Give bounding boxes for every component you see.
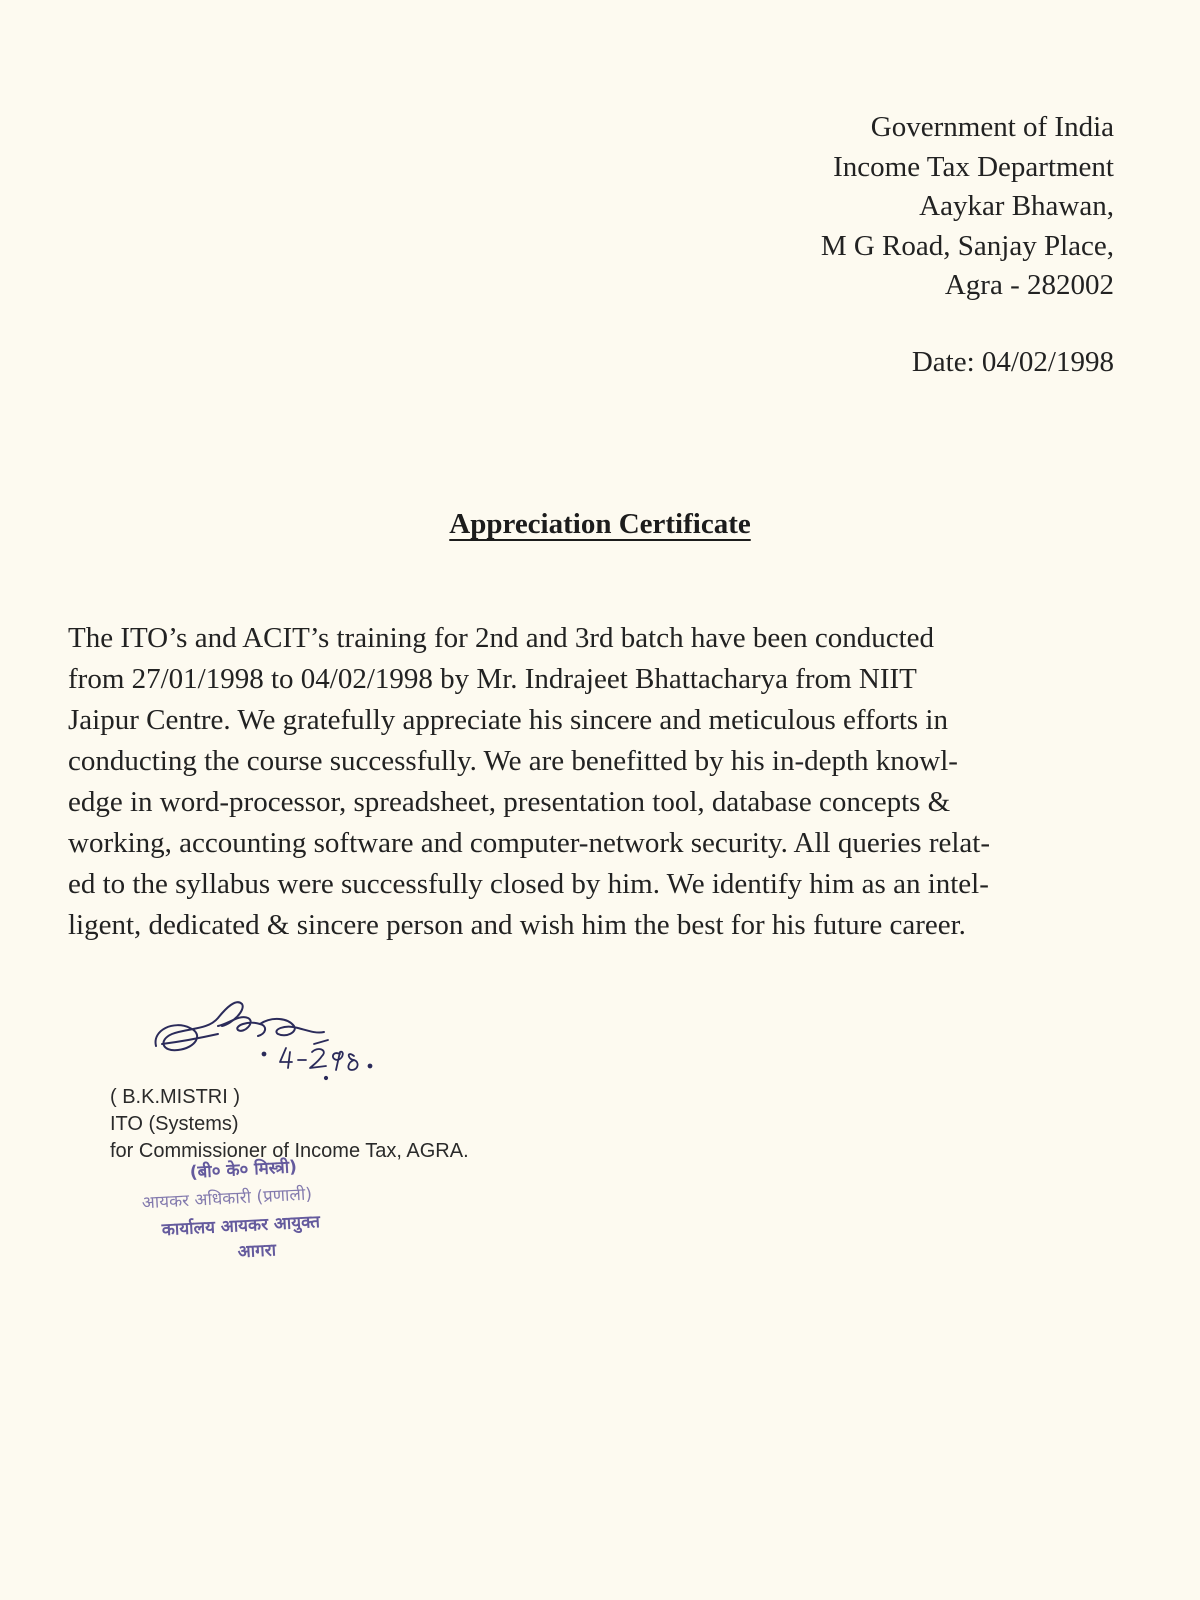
signature-dot [325,1077,327,1079]
stamp-line: आयकर अधिकारी (प्रणाली) [141,1184,313,1214]
body-line: working, accounting software and computer-network security. All queries relat- [68,827,991,859]
handwritten-date-stroke [280,1048,292,1068]
body-line: edge in word-processor, spreadsheet, presentation tool, database concepts & [68,786,951,818]
body-line: The ITO’s and ACIT’s training for 2nd and 3rd batch have been conducted [68,622,934,654]
stamp-line: (बी० के० मिस्त्री) [189,1157,298,1183]
handwritten-date-dot [369,1065,372,1068]
address-line-street: M G Road, Sanjay Place, [820,229,1114,262]
body-line: conducting the course successfully. We are benefitted by his in-depth knowl- [68,745,958,777]
handwritten-date-stroke [333,1052,343,1070]
body-line: ligent, dedicated & sincere person and wish him the best for his future career. [68,909,966,941]
signatory-designation: ITO (Systems) [110,1113,239,1135]
handwritten-date-stroke [314,1040,328,1044]
body-line: ed to the syllabus were successfully closed by him. We identify him as an intel- [68,868,989,900]
stamp-line: कार्यालय आयकर आयुक्त [161,1212,321,1241]
signature-dot [263,1053,266,1056]
signature-stroke [260,1019,324,1035]
address-line-department: Income Tax Department [833,150,1114,183]
stamp-line: आगरा [237,1240,277,1263]
official-rubber-stamp [134,1150,394,1270]
handwritten-date-stroke [310,1049,326,1068]
body-line: from 27/01/1998 to 04/02/1998 by Mr. Indrajeet Bhattacharya from NIIT [68,663,917,695]
certificate-title: Appreciation Certificate [449,508,751,540]
address-line-government: Government of India [870,111,1114,143]
sender-address [821,108,1114,306]
address-line-building: Aaykar Bhawan, [919,190,1114,222]
letter-date: Date: 04/02/1998 [911,346,1114,378]
handwritten-date-stroke [348,1054,357,1070]
signature-stroke [218,1017,265,1036]
handwritten-signature [148,994,408,1094]
body-line: Jaipur Centre. We gratefully appreciate his sincere and meticulous efforts in [68,704,948,736]
certificate-title-wrap [0,508,1200,541]
address-line-city: Agra - 282002 [944,269,1114,301]
signatory-name: ( B.K.MISTRI ) [110,1086,240,1108]
certificate-body [68,618,1128,946]
signatory-office: for Commissioner of Income Tax, AGRA. [110,1140,469,1162]
